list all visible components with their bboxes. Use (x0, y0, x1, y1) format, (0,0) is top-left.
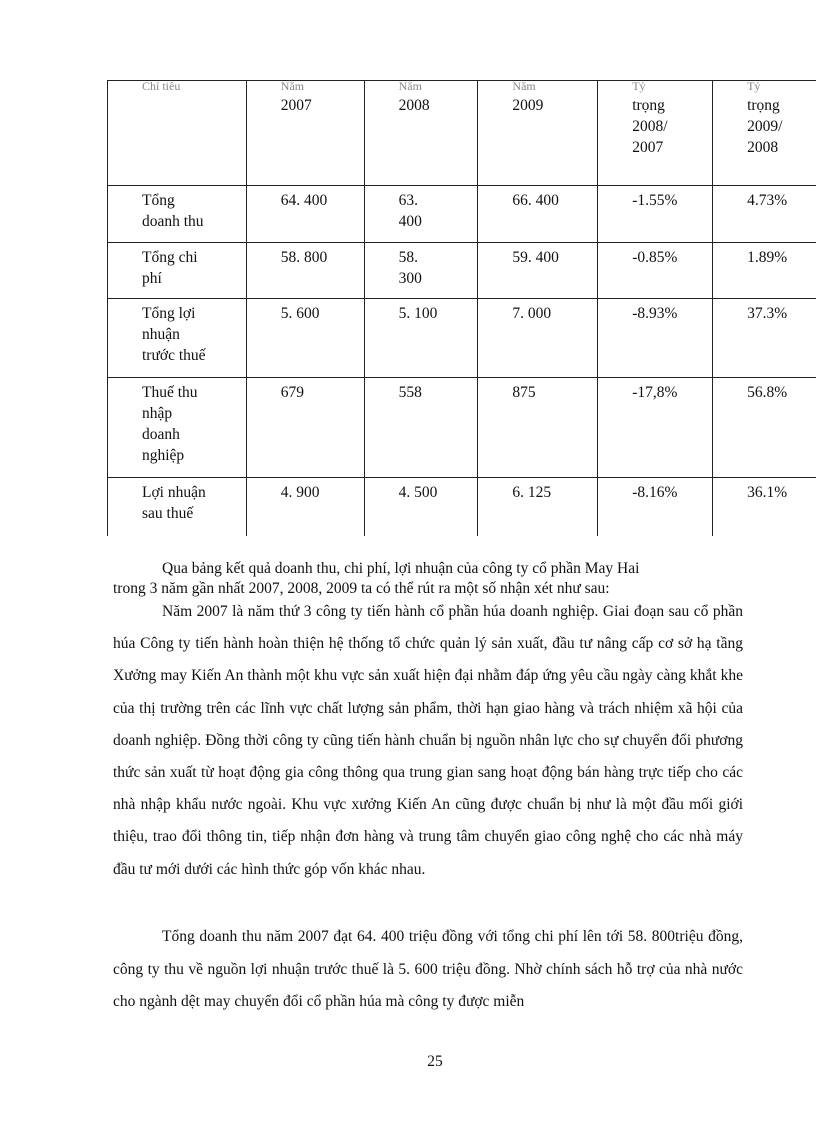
header-indicator-label: Chỉ tiêu (142, 81, 181, 93)
ratio-2008-2007-cell: -17,8% (598, 378, 713, 478)
header-cell-ratio-2009-2008 (713, 81, 816, 186)
value-2007-cell: 679 (246, 378, 364, 478)
header-ratio-year-b: 2007 (632, 139, 664, 156)
value-2007-cell: 58. 800 (246, 243, 364, 299)
ratio-2009-2008-cell: 1.89% (713, 243, 816, 299)
row-label-cell: Lợi nhuận sau thuế (108, 478, 247, 537)
header-ratio-year-b: 2008 (747, 139, 779, 156)
header-ratio-year-a: 2009/ (747, 118, 783, 135)
header-2008: 2008 (398, 97, 430, 114)
row-label-cell: Tổng doanh thu (108, 186, 247, 243)
value-2007-cell: 4. 900 (246, 478, 364, 537)
value-2008-cell: 63. 400 (364, 186, 478, 243)
header-year-prefix: Năm (280, 81, 305, 93)
ratio-2009-2008-cell: 36.1% (713, 478, 816, 537)
ratio-2008-2007-cell: -8.93% (598, 299, 713, 378)
table-row (108, 186, 816, 243)
ratio-2008-2007-cell: -1.55% (598, 186, 713, 243)
header-ratio-prefix: Tỷ (747, 81, 761, 93)
page-number: 25 (427, 1053, 443, 1070)
header-cell-ratio-2008-2007 (598, 81, 713, 186)
ratio-2009-2008-cell: 4.73% (713, 186, 816, 243)
value-2007-cell: 5. 600 (246, 299, 364, 378)
value-2008-cell: 558 (364, 378, 478, 478)
row-label-cell: Tổng lợi nhuận trước thuế (108, 299, 247, 378)
table-row (108, 299, 816, 378)
header-2007: 2007 (280, 97, 312, 114)
ratio-2009-2008-cell: 37.3% (713, 299, 816, 378)
value-2009-cell: 66. 400 (478, 186, 598, 243)
row-label-cell: Tổng chi phí (108, 243, 247, 299)
header-ratio-year-a: 2008/ (632, 118, 668, 135)
value-2007-cell: 64. 400 (246, 186, 364, 243)
value-2009-cell: 59. 400 (478, 243, 598, 299)
results-table (107, 80, 816, 536)
table-row (108, 478, 816, 537)
header-year-prefix: Năm (398, 81, 422, 93)
header-cell-2008 (364, 81, 478, 186)
header-ratio-word: trọng (747, 97, 780, 114)
table-header-row (108, 81, 816, 186)
value-2009-cell: 875 (478, 378, 598, 478)
intro-line-1: Qua bảng kết quả doanh thu, chi phí, lợi nhuận của công ty cổ phần May Hai (162, 560, 640, 577)
intro-line-2: trong 3 năm gần nhất 2007, 2008, 2009 ta có thể rút ra một số nhận xét như sau: (113, 580, 610, 597)
header-ratio-word: trọng (632, 97, 665, 114)
ratio-2008-2007-cell: -0.85% (598, 243, 713, 299)
intro-paragraph (113, 559, 743, 599)
analysis-paragraph-2007: Năm 2007 là năm thứ 3 công ty tiến hành cổ phần húa doanh nghiệp. Giai đoạn sau cổ phần húa Công ty tiến hành hoàn thiện hệ thống tổ chức quản lý sản xuất, đầu tư nâng cấp cơ sở hạ tầng Xưởng may Kiến An thành một khu vực sản xuất hiện đại nhằm đáp ứng yêu cầu ngày càng khắt khe của thị trường trên các lĩnh vực chất lượng sản phẩm, thời hạn giao hàng và trách nhiệm xã hội của doanh nghiệp. Đồng thời công ty cũng tiến hành chuẩn bị nguồn nhân lực cho sự chuyển đổi phương thức sản xuất từ hoạt động gia công thông qua trung gian sang hoạt động bán hàng trực tiếp cho các nhà nhập khẩu nước ngoài. Khu vực xưởng Kiến An cũng được chuẩn bị như là một đầu mối giới thiệu, trao đổi thông tin, tiếp nhận đơn hàng và trung tâm chuyển giao công nghệ cho các nhà máy đầu tư mới dưới các hình thức góp vốn khác nhau. (113, 603, 743, 878)
header-cell-2007 (246, 81, 364, 186)
row-label-cell: Thuế thu nhập doanh nghiệp (108, 378, 247, 478)
value-2009-cell: 7. 000 (478, 299, 598, 378)
header-cell-2009 (478, 81, 598, 186)
ratio-2009-2008-cell: 56.8% (713, 378, 816, 478)
value-2009-cell: 6. 125 (478, 478, 598, 537)
header-year-prefix: Năm (512, 81, 536, 93)
value-2008-cell: 4. 500 (364, 478, 478, 537)
value-2008-cell: 58. 300 (364, 243, 478, 299)
table-row (108, 378, 816, 478)
header-ratio-prefix: Tỷ (632, 81, 646, 93)
header-cell-indicator (108, 81, 247, 186)
revenue-paragraph: Tổng doanh thu năm 2007 đạt 64. 400 triệu đồng với tổng chi phí lên tới 58. 800triệu đồng, công ty thu về nguồn lợi nhuận trước thuế là 5. 600 triệu đồng. Nhờ chính sách hỗ trợ của nhà nước cho ngành dệt may chuyển đổi cổ phần húa mà công ty được miễn (113, 928, 743, 1010)
ratio-2008-2007-cell: -8.16% (598, 478, 713, 537)
table-row (108, 243, 816, 299)
results-table-container (107, 80, 816, 536)
value-2008-cell: 5. 100 (364, 299, 478, 378)
header-2009: 2009 (512, 97, 544, 114)
